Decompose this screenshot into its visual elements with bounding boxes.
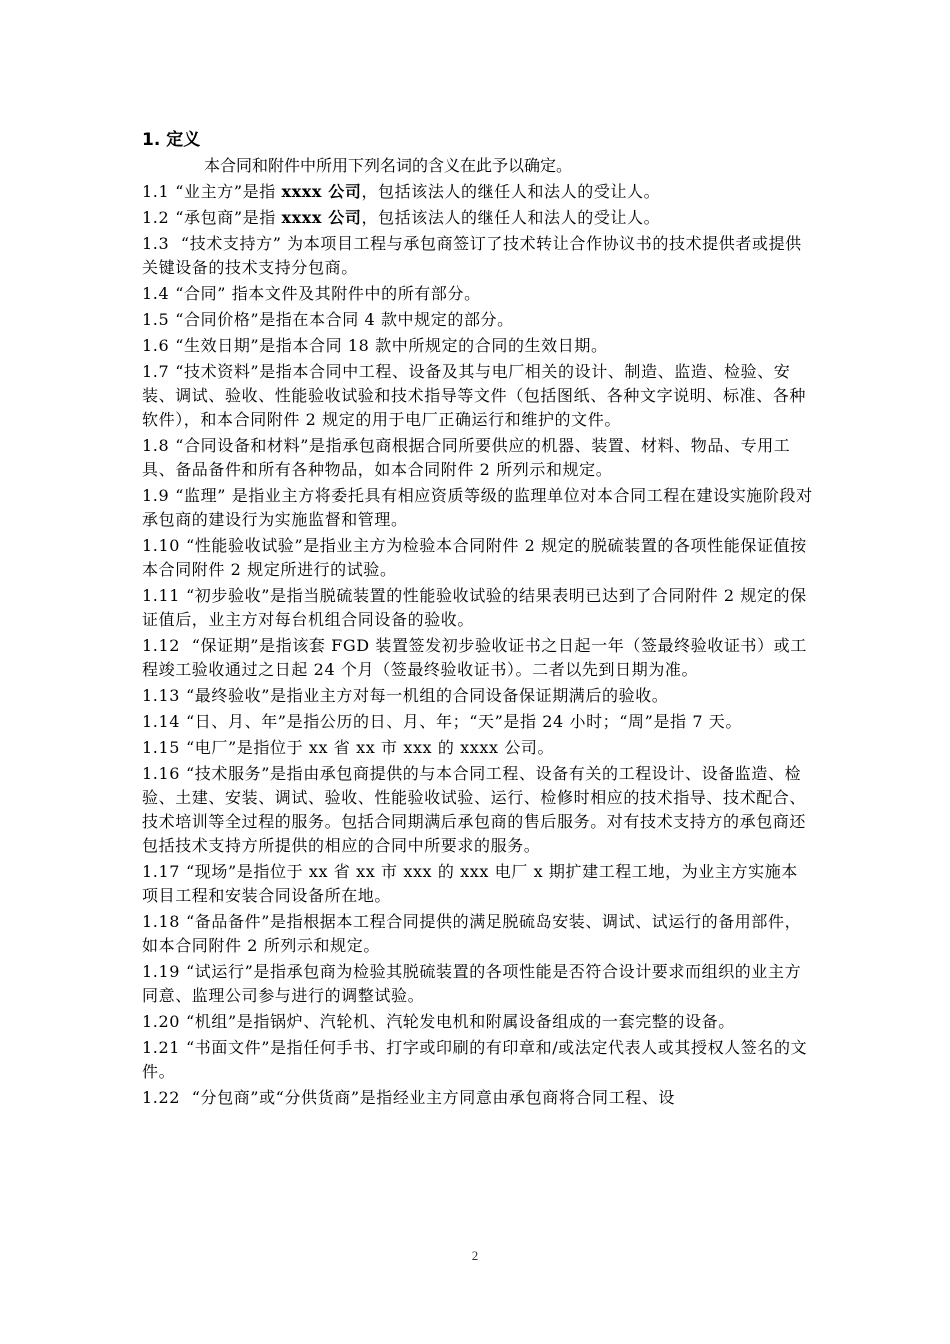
definition-number: 1.21 [142,1038,181,1057]
definition-item [142,206,814,230]
definition-item [142,434,814,482]
definition-text: “合同设备和材料”是指承包商根据合同所要供应的机器、装置、材料、物品、专用工具、备品备件和所有各种物品，如本合同附件 2 所列示和规定。 [142,436,791,479]
definition-number: 1.20 [142,1012,181,1031]
definition-item [142,736,814,760]
definition-item [142,334,814,358]
definition-item [142,1036,814,1084]
definition-number: 1.14 [142,712,181,731]
definition-number: 1.3 [142,234,170,253]
definition-text: “性能验收试验”是指业主方为检验本合同附件 2 规定的脱硫装置的各项性能保证值按本合同附件 2 规定所进行的试验。 [142,536,807,579]
section-heading: 1. 定义 [142,130,201,150]
definition-number: 1.9 [142,486,170,505]
definition-item [142,232,814,280]
definition-item [142,1010,814,1034]
definition-text: “技术资料”是指本合同中工程、设备及其与电厂相关的设计、制造、监造、检验、安装、调试、验收、性能验收试验和技术指导等文件（包括图纸、各种文字说明、标准、各种软件），和本合同附件 2 规定的用于电厂正确运行和维护的文件。 [142,362,807,429]
definition-item [142,360,814,432]
definition-item [142,762,814,858]
definition-text: “技术支持方” 为本项目工程与承包商签订了技术转让合作协议书的技术提供者或提供关键设备的技术支持分包商。 [142,234,802,277]
definition-number: 1.1 [142,182,170,201]
definition-item [142,910,814,958]
definition-item [142,180,814,204]
definition-item [142,684,814,708]
definition-number: 1.11 [142,586,181,605]
definition-item [142,484,814,532]
definition-text: “合同” 指本文件及其附件中的所有部分。 [175,284,481,303]
definition-text: “承包商”是指 [175,208,282,227]
definition-text: “机组”是指锅炉、汽轮机、汽轮发电机和附属设备组成的一套完整的设备。 [186,1012,735,1031]
definition-number: 1.15 [142,738,181,757]
intro-paragraph: 本合同和附件中所用下列名词的含义在此予以确定。 [204,156,573,175]
definition-item [142,710,814,734]
definition-item [142,308,814,332]
definition-number: 1.22 [142,1088,181,1107]
definition-text: “备品备件”是指根据本工程合同提供的满足脱硫岛安装、调试、试运行的备用部件，如本合同附件 2 所列示和规定。 [142,912,802,955]
definition-number: 1.6 [142,336,170,355]
definition-text: “电厂”是指位于 xx 省 xx 市 xxx 的 xxxx 公司。 [186,738,555,757]
definition-number: 1.17 [142,862,181,881]
definition-number: 1.12 [142,636,181,655]
definition-text: “合同价格”是指在本合同 4 款中规定的部分。 [175,310,514,329]
definition-number: 1.7 [142,362,170,381]
definition-number: 1.5 [142,310,170,329]
definition-text: “业主方”是指 [175,182,282,201]
document-body [142,128,814,1112]
definition-text: “生效日期”是指本合同 18 款中所规定的合同的生效日期。 [175,336,608,355]
definition-party-name: xxxx 公司 [281,208,362,227]
definition-text: “初步验收”是指当脱硫装置的性能验收试验的结果表明已达到了合同附件 2 规定的保证值后，业主方对每台机组合同设备的验收。 [142,586,807,629]
definition-text: “保证期”是指该套 FGD 装置签发初步验收证书之日起一年（签最终验收证书）或工程竣工验收通过之日起 24 个月（签最终验收证书）。二者以先到日期为准。 [142,636,807,679]
definition-item [142,1086,814,1110]
definition-number: 1.2 [142,208,170,227]
definition-text: “现场”是指位于 xx 省 xx 市 xxx 的 xxx 电厂 x 期扩建工程工地，为业主方实施本项目工程和安装合同设备所在地。 [142,862,798,905]
definition-item [142,584,814,632]
definition-number: 1.18 [142,912,181,931]
page-number: 2 [471,1248,479,1263]
definition-text: “最终验收”是指业主方对每一机组的合同设备保证期满后的验收。 [186,686,669,705]
definition-item [142,282,814,306]
definition-item [142,534,814,582]
definition-text: “日、月、年”是指公历的日、月、年；“天”是指 24 小时；“周”是指 7 天。 [186,712,742,731]
definition-item [142,960,814,1008]
definition-text: “书面文件”是指任何手书、打字或印刷的有印章和/或法定代表人或其授权人签名的文件。 [142,1038,808,1081]
definition-text: “试运行”是指承包商为检验其脱硫装置的各项性能是否符合设计要求而组织的业主方同意、监理公司参与进行的调整试验。 [142,962,802,1005]
definition-text: “分包商”或“分供货商”是指经业主方同意由承包商将合同工程、设 [186,1088,676,1107]
definition-text-tail: ，包括该法人的继任人和法人的受让人。 [361,182,661,201]
definition-item [142,634,814,682]
definition-number: 1.10 [142,536,181,555]
definition-text-tail: ，包括该法人的继任人和法人的受让人。 [361,208,661,227]
definition-item [142,860,814,908]
definition-list [142,180,814,1110]
definition-number: 1.19 [142,962,181,981]
definition-text: “监理” 是指业主方将委托具有相应资质等级的监理单位对本合同工程在建设实施阶段对承包商的建设行为实施监督和管理。 [142,486,813,529]
definition-text: “技术服务”是指由承包商提供的与本合同工程、设备有关的工程设计、设备监造、检验、土建、安装、调试、验收、性能验收试验、运行、检修时相应的技术指导、技术配合、技术培训等全过程的服务。包括合同期满后承包商的售后服务。对有技术支持方的承包商还包括技术支持方所提供的相应的合同中所要求的服务。 [142,764,807,855]
definition-number: 1.4 [142,284,170,303]
definition-number: 1.16 [142,764,181,783]
definition-party-name: xxxx 公司 [281,182,362,201]
definition-number: 1.8 [142,436,170,455]
definition-number: 1.13 [142,686,181,705]
